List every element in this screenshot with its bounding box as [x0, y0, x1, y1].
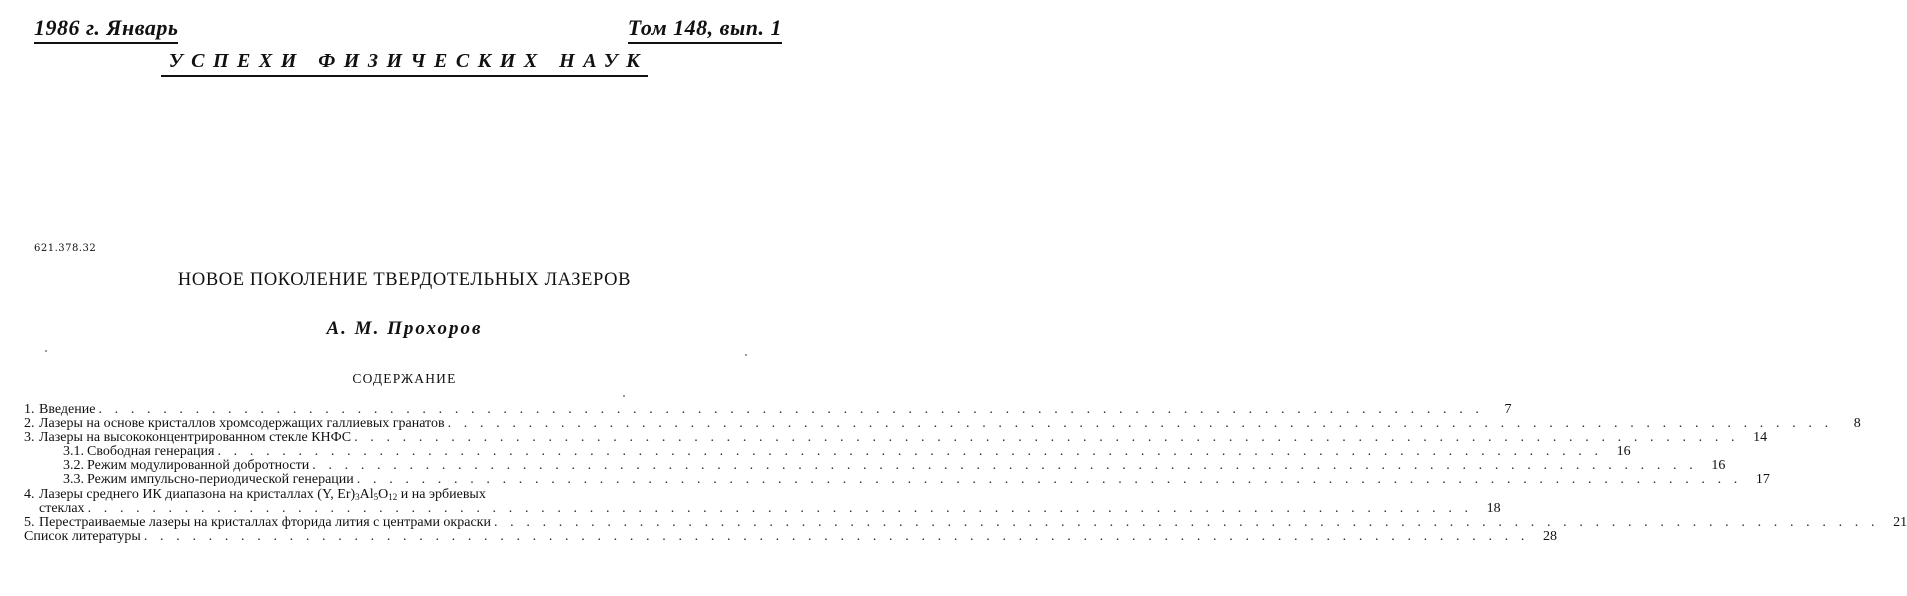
toc-entry-4	[24, 488, 786, 502]
toc-leader: . . . . . . . . . . . . . . . . . . . . . . . . . . . . . . . . . . . . . . . . . . . . . . . . . . . . . . . . . . . . . . . . . . . . . . . . . . . . . . . . . . . . . .	[143, 528, 1529, 544]
toc-text-part: и на эрбиевых	[397, 486, 486, 502]
toc-text: Список литературы	[24, 528, 141, 544]
toc-leader: . . . . . . . . . . . . . . . . . . . . . . . . . . . . . . . . . . . . . . . . . . . . . . . . . . . . . . . . . . . . . . . . . . . . . . . . . . . . . . . . . . . . . .	[447, 416, 1833, 432]
volume-issue: Том 148, вып. 1	[628, 16, 782, 44]
issue-date: 1986 г. Январь	[34, 16, 178, 44]
toc-entry-3-1	[24, 444, 1631, 460]
toc-heading: СОДЕРЖАНИЕ	[352, 371, 457, 386]
toc-page: 14	[1753, 430, 1768, 446]
toc-entry-1	[24, 402, 1512, 417]
toc-number: 1.	[24, 402, 35, 417]
toc-text: Перестраиваемые лазеры на кристаллах фторида лития с центрами окраски	[39, 514, 491, 530]
toc-page: 21	[1893, 514, 1907, 530]
toc-page: 18	[1486, 500, 1501, 516]
toc-number: 5.	[24, 514, 35, 530]
subscript: 3	[355, 491, 360, 502]
table-of-contents	[24, 402, 1907, 544]
toc-number: 3.2.	[63, 458, 84, 474]
toc-page: 28	[1542, 528, 1557, 544]
toc-entry-references	[24, 528, 1557, 544]
udc-code: 621.378.32	[34, 243, 97, 254]
toc-text: Свободная генерация	[87, 444, 215, 460]
toc-leader: . . . . . . . . . . . . . . . . . . . . . . . . . . . . . . . . . . . . . . . . . . . . . . . . . . . . . . . . . . . . . . . . . . . . . . . . . . . . . . . . . . . . . .	[98, 402, 1484, 417]
scan-speck	[745, 354, 747, 356]
journal-title: УСПЕХИ ФИЗИЧЕСКИХ НАУК	[161, 50, 649, 77]
toc-number: 3.3.	[63, 472, 84, 488]
toc-number: 3.	[24, 430, 35, 446]
subscript: 5	[373, 491, 379, 502]
toc-entry-3-2	[24, 458, 1726, 474]
toc-text: стеклах	[39, 500, 85, 516]
toc-entry-2	[24, 416, 1861, 432]
toc-leader: . . . . . . . . . . . . . . . . . . . . . . . . . . . . . . . . . . . . . . . . . . . . . . . . . . . . . . . . . . . . . . . . . . . . . . . . . . . . . . . . . . . . . .	[217, 444, 1603, 460]
toc-text-part: O	[378, 486, 389, 502]
toc-page: 8	[1853, 416, 1861, 432]
toc-leader: . . . . . . . . . . . . . . . . . . . . . . . . . . . . . . . . . . . . . . . . . . . . . . . . . . . . . . . . . . . . . . . . . . . . . . . . . . . . . . . . . . . . . .	[493, 514, 1880, 530]
toc-page: 7	[1504, 402, 1512, 417]
toc-text: Режим модулированной добротности	[87, 458, 310, 474]
toc-number: 4.	[24, 486, 35, 502]
toc-entry-3-3	[24, 472, 1770, 488]
toc-leader: . . . . . . . . . . . . . . . . . . . . . . . . . . . . . . . . . . . . . . . . . . . . . . . . . . . . . . . . . . . . . . . . . . . . . . . . . . . . . . . . . . . . . .	[356, 472, 1742, 488]
scan-speck	[623, 395, 625, 397]
toc-text-part: Лазеры среднего ИК диапазона на кристаллах (Y, Er)	[39, 486, 356, 502]
article-author: А. М. Прохоров	[326, 318, 483, 339]
toc-text: Лазеры на высококонцентрированном стекле КНФС	[39, 430, 352, 446]
toc-number: 2.	[24, 416, 35, 432]
toc-page: 17	[1755, 472, 1770, 488]
toc-leader: . . . . . . . . . . . . . . . . . . . . . . . . . . . . . . . . . . . . . . . . . . . . . . . . . . . . . . . . . . . . . . . . . . . . . . . . . . . . . . . . . . . . . .	[354, 430, 1740, 446]
toc-leader: . . . . . . . . . . . . . . . . . . . . . . . . . . . . . . . . . . . . . . . . . . . . . . . . . . . . . . . . . . . . . . . . . . . . . . . . . . . . . . . . . . . . . .	[312, 458, 1698, 474]
toc-leader: . . . . . . . . . . . . . . . . . . . . . . . . . . . . . . . . . . . . . . . . . . . . . . . . . . . . . . . . . . . . . . . . . . . . . . . . . . . . . . . . . . . . . .	[87, 500, 1473, 516]
toc-text: Режим импульсно-периодической генерации	[87, 472, 354, 488]
toc-text: Лазеры на основе кристаллов хромсодержащих галлиевых гранатов	[39, 416, 445, 432]
toc-entry-3	[24, 430, 1768, 446]
toc-entry-5	[24, 514, 1907, 530]
scan-speck	[45, 350, 47, 352]
subscript: 12	[388, 491, 398, 502]
toc-page: 16	[1711, 458, 1726, 474]
journal-title-wrap	[0, 50, 809, 77]
toc-text	[39, 488, 486, 502]
toc-page: 16	[1616, 444, 1631, 460]
toc-text-part: Al	[359, 486, 374, 502]
toc-text: Введение	[39, 402, 96, 417]
toc-entry-4-continued	[24, 500, 1501, 516]
toc-number: 3.1.	[63, 444, 84, 460]
article-title: НОВОЕ ПОКОЛЕНИЕ ТВЕРДОТЕЛЬНЫХ ЛАЗЕРОВ	[177, 270, 632, 290]
